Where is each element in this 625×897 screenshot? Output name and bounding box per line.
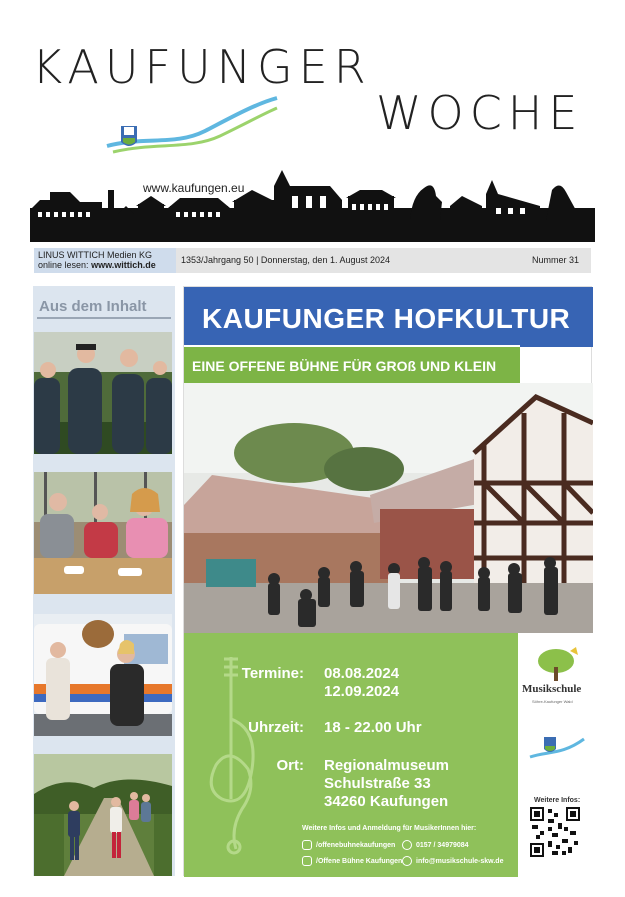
courtyard-photo bbox=[184, 383, 593, 633]
instagram-icon bbox=[302, 840, 312, 850]
ort-label: Ort: bbox=[276, 757, 304, 774]
music-school-tree-logo bbox=[536, 647, 580, 683]
uhrzeit-label: Uhrzeit: bbox=[248, 719, 304, 736]
qr-code-icon[interactable] bbox=[530, 807, 580, 857]
phone-link[interactable]: 0157 / 34979084 bbox=[402, 840, 469, 850]
phone-icon bbox=[402, 840, 412, 850]
facebook-link[interactable]: /Offene Bühne Kaufungen bbox=[302, 856, 402, 866]
online-url-link[interactable]: www.wittich.de bbox=[91, 260, 156, 270]
contact-heading: Weitere Infos und Anmeldung für MusikerInnen hier: bbox=[302, 825, 477, 832]
facebook-icon bbox=[302, 856, 312, 866]
termine-label: Termine: bbox=[241, 665, 304, 682]
uhrzeit-value: 18 - 22.00 Uhr bbox=[324, 719, 422, 736]
termine-date-1: 08.08.2024 bbox=[324, 665, 400, 682]
poster-title: KAUFUNGER HOFKULTUR bbox=[202, 303, 571, 334]
publisher-name: LINUS WITTICH Medien KG bbox=[38, 250, 153, 260]
ort-line-1: Regionalmuseum bbox=[324, 757, 450, 774]
termine-date-2: 12.09.2024 bbox=[324, 683, 400, 700]
masthead-title-line2: WOCHE bbox=[376, 86, 584, 140]
town-skyline-illustration bbox=[30, 150, 595, 242]
sidebar-title: Aus dem Inhalt bbox=[39, 298, 147, 315]
poster-subtitle: EINE OFFENE BÜHNE FÜR GROß UND KLEIN bbox=[192, 358, 497, 374]
kaufungen-small-logo bbox=[528, 731, 586, 763]
email-icon bbox=[402, 856, 412, 866]
poster-ribbon bbox=[184, 345, 520, 383]
music-school-name: Musikschule bbox=[522, 683, 582, 695]
music-school-subtitle: Söhre-Kaufunger Wald bbox=[532, 699, 573, 704]
issue-line: 1353/Jahrgang 50 | Donnerstag, den 1. August 2024 bbox=[181, 255, 390, 265]
website-url[interactable]: www.kaufungen.eu bbox=[143, 181, 245, 195]
ort-line-2: Schulstraße 33 bbox=[324, 775, 431, 792]
hofkultur-poster bbox=[183, 286, 592, 876]
poster-sponsors-panel bbox=[518, 633, 593, 877]
ort-line-3: 34260 Kaufungen bbox=[324, 793, 449, 810]
instagram-link[interactable]: /offenebuhnekaufungen bbox=[302, 840, 395, 850]
contents-photo-cafe[interactable] bbox=[34, 472, 172, 594]
issue-number: Nummer 31 bbox=[531, 255, 579, 265]
contents-photo-ambulance[interactable] bbox=[34, 614, 172, 736]
online-prefix: online lesen: bbox=[38, 260, 89, 270]
sidebar-divider bbox=[37, 317, 171, 319]
poster-header bbox=[184, 287, 593, 347]
masthead bbox=[0, 0, 625, 245]
contents-photo-hike[interactable] bbox=[34, 754, 172, 876]
contents-photo-group-men[interactable] bbox=[34, 332, 172, 454]
publisher-box bbox=[34, 248, 176, 273]
kaufungen-logo bbox=[105, 96, 280, 156]
poster-details-panel bbox=[184, 633, 518, 877]
infos-label: Weitere Infos: bbox=[534, 797, 581, 804]
contents-sidebar bbox=[33, 286, 175, 876]
email-link[interactable]: info@musikschule-skw.de bbox=[402, 856, 503, 866]
issue-info-bar bbox=[34, 248, 591, 273]
masthead-title-line1: KAUFUNGER bbox=[32, 40, 372, 94]
